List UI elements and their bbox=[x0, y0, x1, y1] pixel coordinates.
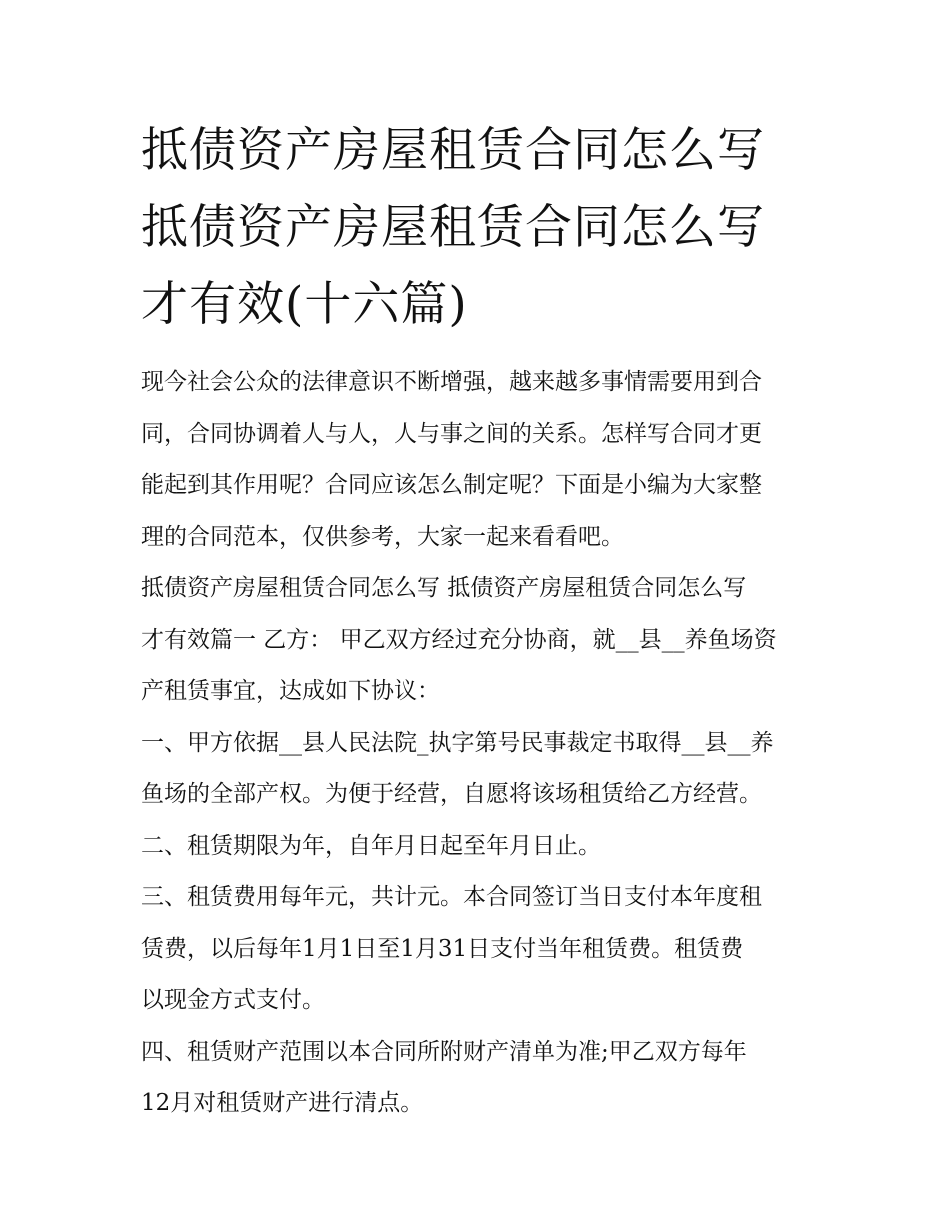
text-line: 能起到其作用呢？合同应该怎么制定呢？下面是小编为大家整 bbox=[141, 472, 762, 498]
text-line: 鱼场的全部产权。为便于经营，自愿将该场租赁给乙方经营。 bbox=[141, 781, 762, 807]
clause-1 bbox=[141, 718, 813, 821]
text-line: 抵债资产房屋租赁合同怎么写 抵债资产房屋租赁合同怎么写 bbox=[141, 575, 747, 601]
clause-3 bbox=[141, 872, 813, 1027]
text-line: 12月对租赁财产进行清点。 bbox=[141, 1090, 424, 1116]
document-title bbox=[141, 112, 813, 343]
intro-paragraph bbox=[141, 357, 813, 563]
document-content bbox=[141, 112, 813, 1130]
title-line: 才有效(十六篇) bbox=[141, 277, 468, 332]
clause-2 bbox=[141, 821, 813, 873]
text-line: 三、租赁费用每年元，共计元。本合同签订当日支付本年度租 bbox=[141, 884, 762, 910]
text-line: 才有效篇一 乙方： 甲乙双方经过充分协商，就__县__养鱼场资 bbox=[141, 626, 777, 653]
text-line: 现今社会公众的法律意识不断增强，越来越多事情需要用到合 bbox=[141, 369, 762, 395]
title-line: 抵债资产房屋租赁合同怎么写 bbox=[141, 123, 765, 178]
text-line: 二、租赁期限为年，自年月日起至年月日止。 bbox=[141, 832, 601, 859]
text-line: 四、租赁财产范围以本合同所附财产清单为准;甲乙双方每年 bbox=[141, 1038, 747, 1065]
text-line: 以现金方式支付。 bbox=[141, 987, 325, 1013]
document-body bbox=[141, 357, 813, 1130]
text-line: 产租赁事宜，达成如下协议： bbox=[141, 678, 440, 704]
title-line: 抵债资产房屋租赁合同怎么写 bbox=[141, 200, 765, 255]
text-line: 理的合同范本，仅供参考，大家一起来看看吧。 bbox=[141, 523, 624, 550]
text-line: 一、甲方依据__县人民法院_执字第号民事裁定书取得__县__养 bbox=[141, 729, 774, 756]
text-line: 赁费，以后每年1月1日至1月31日支付当年租赁费。租赁费 bbox=[141, 935, 744, 962]
heading-paragraph bbox=[141, 563, 813, 718]
clause-4 bbox=[141, 1027, 813, 1130]
text-line: 同，合同协调着人与人，人与事之间的关系。怎样写合同才更 bbox=[141, 420, 762, 447]
